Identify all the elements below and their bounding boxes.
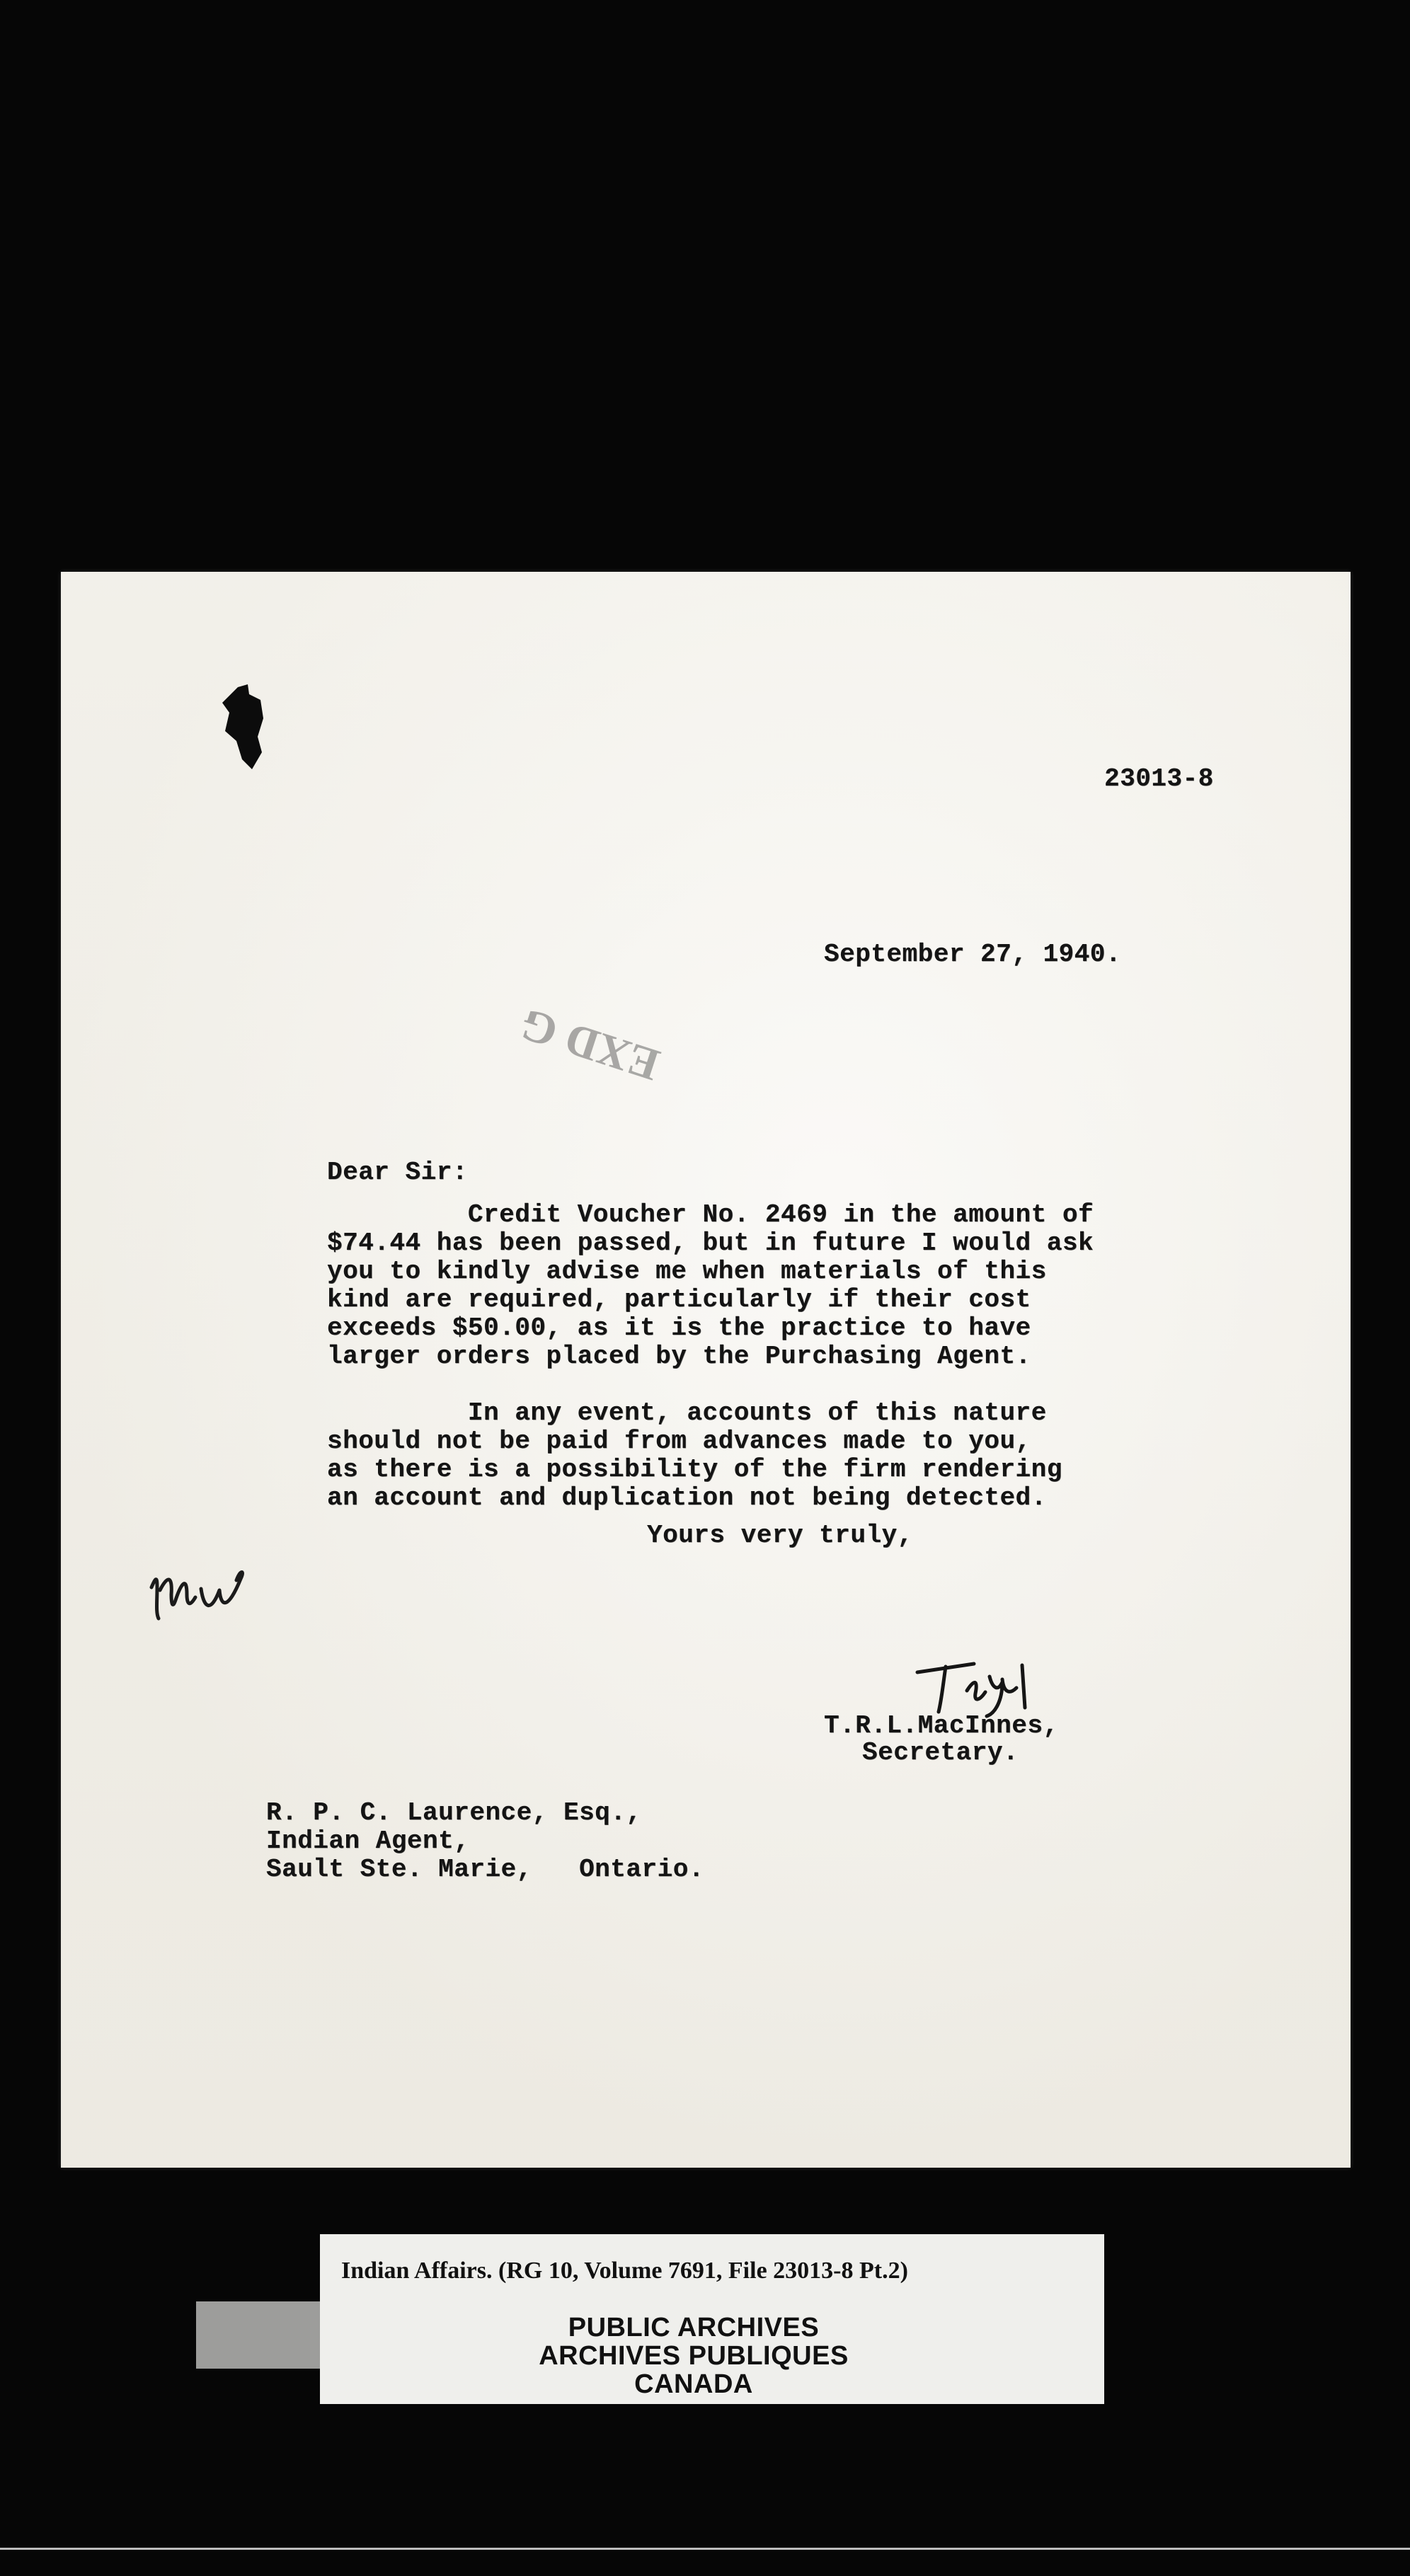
body-line: you to kindly advise me when materials of this [327, 1257, 1047, 1286]
recipient-line: R. P. C. Laurence, Esq., [266, 1798, 642, 1827]
body-line: as there is a possibility of the firm rendering [327, 1455, 1062, 1484]
body-line: $74.44 has been passed, but in future I would ask [327, 1229, 1094, 1258]
archive-line-canada: CANADA [634, 2369, 753, 2399]
signatory-title: Secretary. [862, 1738, 1019, 1767]
body-line: exceeds $50.00, as it is the practice to have [327, 1313, 1031, 1342]
recipient-line: Sault Ste. Marie, Ontario. [266, 1855, 704, 1884]
body-line: an account and duplication not being detected. [327, 1483, 1047, 1512]
archive-reference: Indian Affairs. (RG 10, Volume 7691, File 23013-8 Pt.2) [341, 2258, 908, 2284]
letter-page [61, 572, 1351, 2168]
archive-line-archives-publiques: ARCHIVES PUBLIQUES [539, 2341, 849, 2371]
letter-date: September 27, 1940. [824, 940, 1121, 969]
body-line: kind are required, particularly if their cost [327, 1285, 1031, 1314]
film-edge [0, 2548, 1410, 2550]
handwritten-initials [146, 1545, 266, 1630]
exd-stamp: EXD G [514, 999, 665, 1091]
complimentary-close: Yours very truly, [647, 1521, 913, 1550]
file-number: 23013-8 [1104, 764, 1214, 793]
body-line: In any event, accounts of this nature [327, 1398, 1047, 1427]
body-line: larger orders placed by the Purchasing Agent. [327, 1342, 1031, 1371]
archive-line-public-archives: PUBLIC ARCHIVES [568, 2313, 820, 2342]
body-line: Credit Voucher No. 2469 in the amount of [327, 1200, 1094, 1229]
recipient-line: Indian Agent, [266, 1827, 470, 1856]
salutation: Dear Sir: [327, 1158, 468, 1187]
ink-blot [217, 682, 273, 774]
body-line: should not be paid from advances made to you, [327, 1427, 1031, 1456]
signatory-name: T.R.L.MacInnes, [824, 1711, 1059, 1740]
